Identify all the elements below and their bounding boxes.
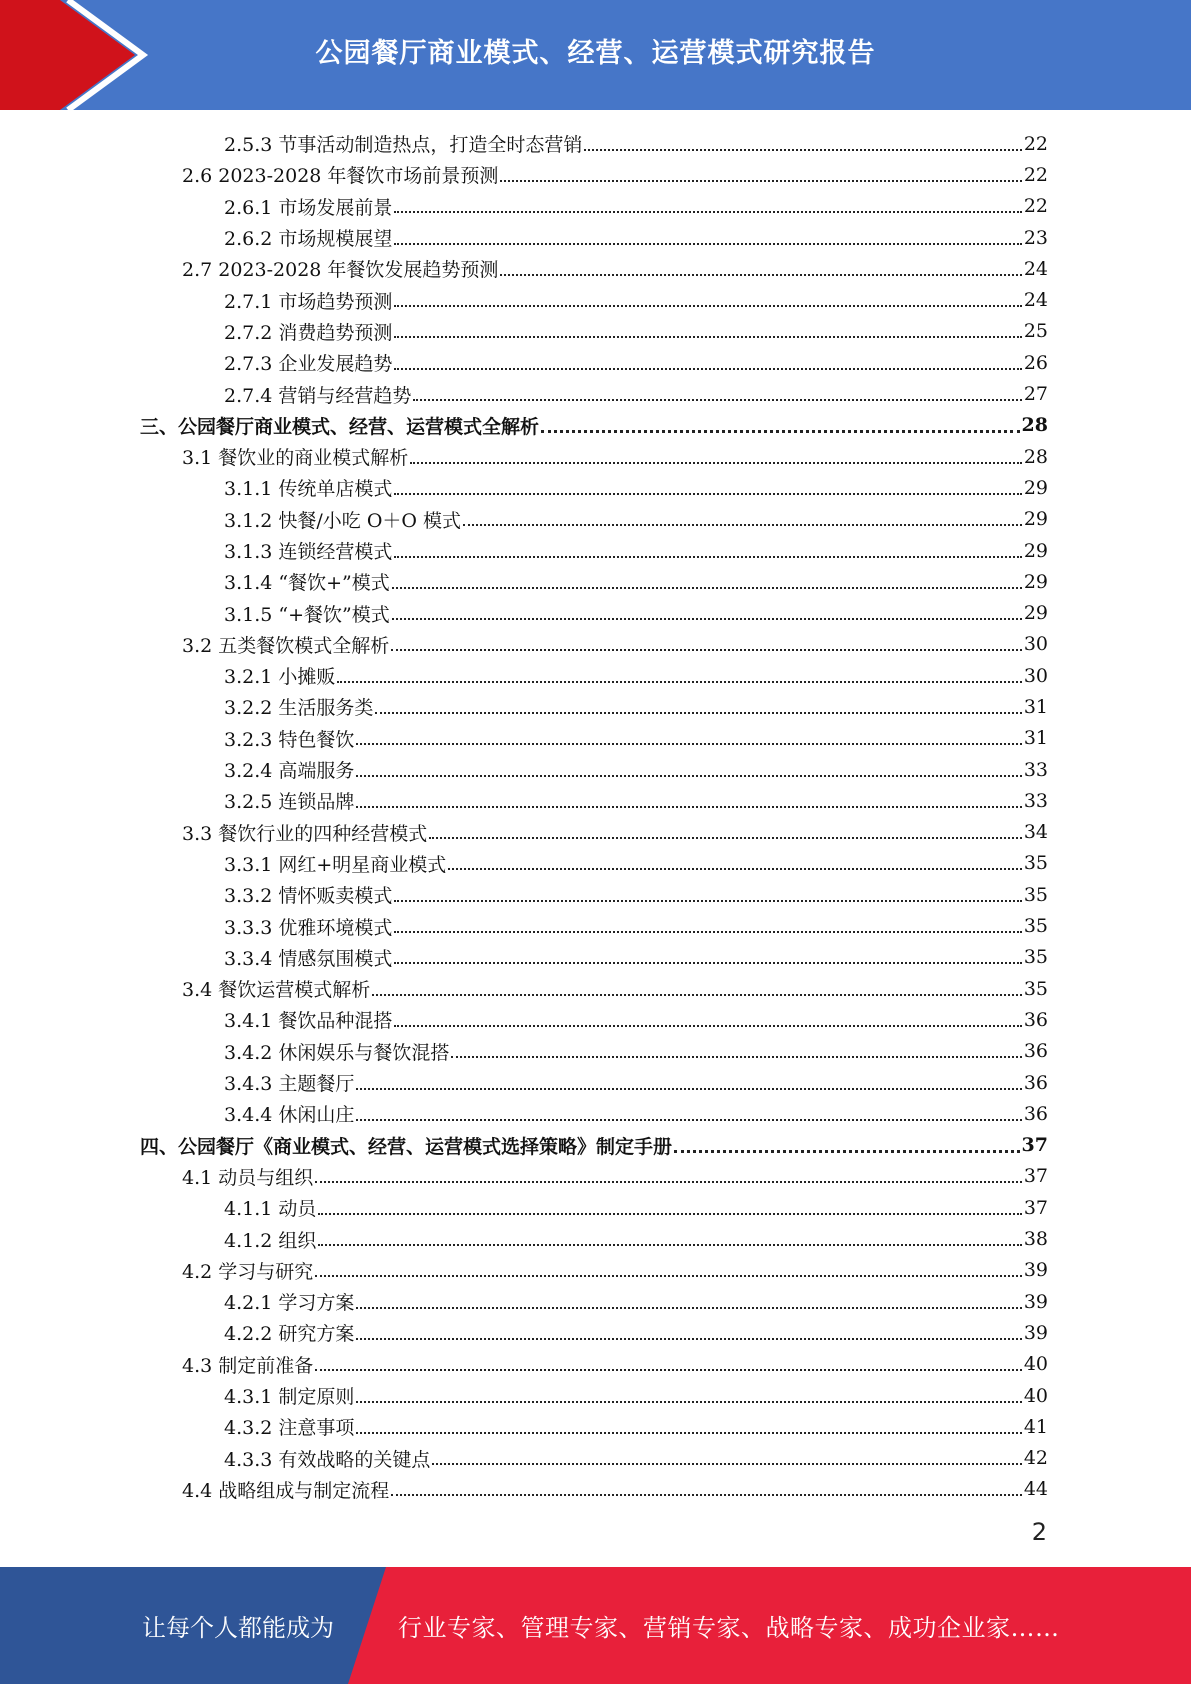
toc-entry-title: 4.1 动员与组织 <box>182 1166 314 1189</box>
toc-entry-title: 2.6.1 市场发展前景 <box>224 196 393 219</box>
toc-dot-leader <box>394 556 1021 558</box>
toc-entry-title: 3.1.5 “+餐饮”模式 <box>224 603 390 626</box>
toc-entry-page: 44 <box>1023 1478 1048 1501</box>
toc-entry[interactable] <box>140 1098 1048 1129</box>
toc-entry-page: 31 <box>1023 727 1048 750</box>
page-number: 2 <box>1031 1518 1047 1546</box>
toc-dot-leader <box>356 1432 1021 1434</box>
toc-entry-page: 39 <box>1023 1259 1048 1282</box>
toc-dot-leader <box>391 1494 1022 1496</box>
toc-dot-leader <box>541 430 1020 433</box>
toc-entry-page: 35 <box>1023 883 1048 906</box>
toc-entry[interactable] <box>140 128 1048 159</box>
toc-entry-title: 3.2.4 高端服务 <box>224 760 355 783</box>
toc-entry[interactable] <box>140 973 1048 1004</box>
toc-entry[interactable] <box>140 785 1048 816</box>
toc-dot-leader <box>394 1025 1021 1027</box>
toc-entry-title: 三、公园餐厅商业模式、经营、运营模式全解析 <box>140 415 540 438</box>
toc-entry-title: 4.1.2 组织 <box>224 1229 317 1252</box>
toc-entry[interactable] <box>140 629 1048 660</box>
toc-entry-title: 3.2.1 小摊贩 <box>224 666 336 689</box>
toc-entry[interactable] <box>140 566 1048 597</box>
toc-dot-leader <box>356 775 1021 777</box>
toc-entry-page: 37 <box>1023 1165 1048 1188</box>
toc-entry-page: 39 <box>1023 1290 1048 1313</box>
toc-entry-title: 2.7.1 市场趋势预测 <box>224 290 393 313</box>
toc-dot-leader <box>356 1338 1021 1340</box>
toc-dot-leader <box>429 837 1022 839</box>
toc-entry-page: 36 <box>1023 1102 1048 1125</box>
toc-entry-title: 3.2 五类餐饮模式全解析 <box>182 634 390 657</box>
toc-entry[interactable] <box>140 597 1048 628</box>
toc-entry-page: 29 <box>1023 476 1048 499</box>
toc-entry-page: 22 <box>1023 163 1048 186</box>
toc-dot-leader <box>394 336 1021 338</box>
toc-entry[interactable] <box>140 754 1048 785</box>
toc-entry-title: 3.3.3 优雅环境模式 <box>224 916 393 939</box>
toc-entry[interactable] <box>140 1349 1048 1380</box>
toc-entry-title: 4.2.1 学习方案 <box>224 1292 355 1315</box>
toc-dot-leader <box>394 368 1021 370</box>
toc-entry[interactable] <box>140 535 1048 566</box>
toc-dot-leader <box>356 806 1021 808</box>
toc-entry-page: 22 <box>1023 132 1048 155</box>
toc-entry[interactable] <box>140 1474 1048 1505</box>
toc-entry-title: 3.2.2 生活服务类 <box>224 697 374 720</box>
toc-entry[interactable] <box>140 1130 1048 1161</box>
toc-entry-title: 3.2.5 连锁品牌 <box>224 791 355 814</box>
toc-entry[interactable] <box>140 410 1048 441</box>
toc-entry[interactable] <box>140 472 1048 503</box>
toc-dot-leader <box>375 712 1021 714</box>
toc-dot-leader <box>410 462 1022 464</box>
page-footer <box>0 1567 1191 1684</box>
toc-entry-title: 4.3.3 有效战略的关键点 <box>224 1448 431 1471</box>
toc-entry-page: 28 <box>1023 445 1048 468</box>
toc-dot-leader <box>318 1244 1021 1246</box>
toc-dot-leader <box>356 1401 1021 1403</box>
toc-entry-title: 四、公园餐厅《商业模式、经营、运营模式选择策略》制定手册 <box>140 1135 673 1158</box>
toc-entry-page: 36 <box>1023 1008 1048 1031</box>
toc-entry[interactable] <box>140 1161 1048 1192</box>
toc-entry-page: 35 <box>1023 915 1048 938</box>
footer-slogan-left: 让每个人都能成为 <box>142 1614 334 1642</box>
toc-entry-page: 22 <box>1023 195 1048 218</box>
toc-entry-title: 3.4.3 主题餐厅 <box>224 1073 355 1096</box>
toc-dot-leader <box>315 1369 1022 1371</box>
toc-entry-title: 2.7.3 企业发展趋势 <box>224 353 393 376</box>
toc-entry-page: 33 <box>1023 758 1048 781</box>
toc-entry-title: 3.3.1 网红+明星商业模式 <box>224 853 447 876</box>
toc-entry[interactable] <box>140 1286 1048 1317</box>
toc-entry-page: 33 <box>1023 789 1048 812</box>
toc-dot-leader <box>337 681 1021 683</box>
toc-entry-title: 2.6 2023-2028 年餐饮市场前景预测 <box>182 165 499 188</box>
toc-entry-page: 39 <box>1023 1321 1048 1344</box>
toc-entry-title: 2.7.4 营销与经营趋势 <box>224 384 412 407</box>
toc-dot-leader <box>451 1056 1021 1058</box>
toc-entry-title: 3.3.4 情感氛围模式 <box>224 947 393 970</box>
toc-entry-page: 29 <box>1023 570 1048 593</box>
toc-entry[interactable] <box>140 1223 1048 1254</box>
toc-entry-title: 4.3 制定前准备 <box>182 1354 314 1377</box>
toc-entry[interactable] <box>140 347 1048 378</box>
toc-entry-page: 34 <box>1023 821 1048 844</box>
toc-entry[interactable] <box>140 1411 1048 1442</box>
toc-dot-leader <box>674 1150 1020 1153</box>
toc-entry-title: 4.2.2 研究方案 <box>224 1323 355 1346</box>
toc-entry[interactable] <box>140 910 1048 941</box>
toc-entry-title: 4.4 战略组成与制定流程 <box>182 1479 390 1502</box>
toc-entry-title: 2.7.2 消费趋势预测 <box>224 321 393 344</box>
toc-entry[interactable] <box>140 1380 1048 1411</box>
toc-dot-leader <box>500 274 1021 276</box>
toc-entry[interactable] <box>140 316 1048 347</box>
toc-dot-leader <box>356 1119 1021 1121</box>
toc-entry-title: 3.1 餐饮业的商业模式解析 <box>182 447 409 470</box>
toc-entry-page: 37 <box>1021 1134 1048 1157</box>
toc-entry-page: 42 <box>1023 1447 1048 1470</box>
toc-entry-title: 3.1.3 连锁经营模式 <box>224 541 393 563</box>
toc-dot-leader <box>394 243 1021 245</box>
toc-dot-leader <box>392 587 1022 589</box>
toc-entry-title: 4.3.2 注意事项 <box>224 1417 355 1440</box>
toc-entry-page: 25 <box>1023 320 1048 343</box>
toc-entry[interactable] <box>140 1442 1048 1473</box>
toc-entry[interactable] <box>140 1004 1048 1035</box>
toc-entry[interactable] <box>140 660 1048 691</box>
toc-entry[interactable] <box>140 1036 1048 1067</box>
toc-entry[interactable] <box>140 441 1048 472</box>
footer-slogan-right: 行业专家、管理专家、营销专家、战略专家、成功企业家…… <box>398 1614 1060 1642</box>
toc-entry[interactable] <box>140 222 1048 253</box>
toc-entry[interactable] <box>140 284 1048 315</box>
toc-entry-page: 29 <box>1023 539 1048 562</box>
toc-dot-leader <box>394 211 1021 213</box>
toc-entry-title: 3.4.4 休闲山庄 <box>224 1104 355 1127</box>
toc-entry[interactable] <box>140 253 1048 284</box>
toc-entry-title: 3.1.1 传统单店模式 <box>224 478 393 501</box>
toc-entry-title: 3.1.2 快餐/小吃 O＋O 模式 <box>224 509 462 532</box>
toc-entry[interactable] <box>140 879 1048 910</box>
toc-entry-page: 41 <box>1023 1415 1048 1438</box>
header-red-chevron <box>0 0 160 110</box>
document-title: 公园餐厅商业模式、经营、运营模式研究报告 <box>315 37 876 69</box>
table-of-contents <box>140 128 1048 1505</box>
toc-entry-page: 24 <box>1023 289 1048 312</box>
toc-dot-leader <box>584 149 1021 151</box>
toc-entry-page: 35 <box>1023 852 1048 875</box>
toc-entry[interactable] <box>140 1192 1048 1223</box>
toc-entry[interactable] <box>140 723 1048 754</box>
toc-entry-page: 36 <box>1023 1040 1048 1063</box>
toc-dot-leader <box>394 962 1021 964</box>
toc-entry-title: 4.2 学习与研究 <box>182 1260 314 1283</box>
toc-entry-page: 23 <box>1023 226 1048 249</box>
toc-entry-title: 2.6.2 市场规模展望 <box>224 228 393 251</box>
toc-dot-leader <box>315 1275 1022 1277</box>
toc-dot-leader <box>392 618 1022 620</box>
toc-entry-title: 2.7 2023-2028 年餐饮发展趋势预测 <box>182 259 499 282</box>
toc-entry-title: 2.5.3 节事活动制造热点，打造全时态营销 <box>224 134 583 157</box>
toc-entry-title: 3.3 餐饮行业的四种经营模式 <box>182 822 428 845</box>
toc-entry[interactable] <box>140 191 1048 222</box>
toc-dot-leader <box>394 493 1021 495</box>
toc-entry-page: 24 <box>1023 257 1048 280</box>
toc-dot-leader <box>463 524 1022 526</box>
toc-dot-leader <box>500 180 1021 182</box>
toc-entry[interactable] <box>140 1067 1048 1098</box>
toc-dot-leader <box>372 994 1022 996</box>
toc-entry-title: 3.1.4 “餐饮+”模式 <box>224 572 390 595</box>
toc-entry-page: 30 <box>1023 633 1048 656</box>
toc-entry-page: 40 <box>1023 1384 1048 1407</box>
toc-entry[interactable] <box>140 817 1048 848</box>
toc-entry-title: 3.4.2 休闲娱乐与餐饮混搭 <box>224 1041 450 1064</box>
toc-entry-page: 40 <box>1023 1353 1048 1376</box>
toc-entry-title: 3.2.3 特色餐饮 <box>224 728 355 751</box>
toc-dot-leader <box>448 868 1022 870</box>
toc-entry-title: 4.1.1 动员 <box>224 1198 317 1221</box>
toc-entry-page: 26 <box>1023 351 1048 374</box>
toc-dot-leader <box>413 399 1021 401</box>
toc-entry[interactable] <box>140 942 1048 973</box>
toc-entry[interactable] <box>140 691 1048 722</box>
toc-entry-title: 4.3.1 制定原则 <box>224 1386 355 1409</box>
toc-entry[interactable] <box>140 1317 1048 1348</box>
toc-entry[interactable] <box>140 378 1048 409</box>
toc-entry-page: 35 <box>1023 977 1048 1000</box>
toc-dot-leader <box>356 743 1021 745</box>
toc-entry-page: 38 <box>1023 1228 1048 1251</box>
toc-dot-leader <box>391 649 1022 651</box>
toc-dot-leader <box>432 1463 1021 1465</box>
toc-entry-page: 37 <box>1023 1196 1048 1219</box>
toc-entry[interactable] <box>140 848 1048 879</box>
toc-entry-page: 29 <box>1023 602 1048 625</box>
toc-entry[interactable] <box>140 159 1048 190</box>
toc-dot-leader <box>356 1088 1021 1090</box>
toc-entry-page: 30 <box>1023 664 1048 687</box>
toc-entry-title: 3.3.2 情怀贩卖模式 <box>224 885 393 908</box>
toc-entry-page: 28 <box>1021 414 1048 437</box>
toc-dot-leader <box>394 900 1021 902</box>
toc-entry[interactable] <box>140 504 1048 535</box>
toc-entry-page: 35 <box>1023 946 1048 969</box>
toc-entry-page: 29 <box>1023 508 1048 531</box>
toc-entry-title: 3.4.1 餐饮品种混搭 <box>224 1010 393 1033</box>
toc-dot-leader <box>356 1307 1021 1309</box>
toc-dot-leader <box>315 1181 1022 1183</box>
toc-entry-title: 3.4 餐饮运营模式解析 <box>182 979 371 1002</box>
toc-dot-leader <box>318 1213 1021 1215</box>
toc-entry-page: 36 <box>1023 1071 1048 1094</box>
toc-entry[interactable] <box>140 1255 1048 1286</box>
toc-entry-page: 31 <box>1023 695 1048 718</box>
toc-dot-leader <box>394 931 1021 933</box>
toc-dot-leader <box>394 305 1021 307</box>
page-header <box>0 0 1191 110</box>
toc-entry-page: 27 <box>1023 383 1048 406</box>
